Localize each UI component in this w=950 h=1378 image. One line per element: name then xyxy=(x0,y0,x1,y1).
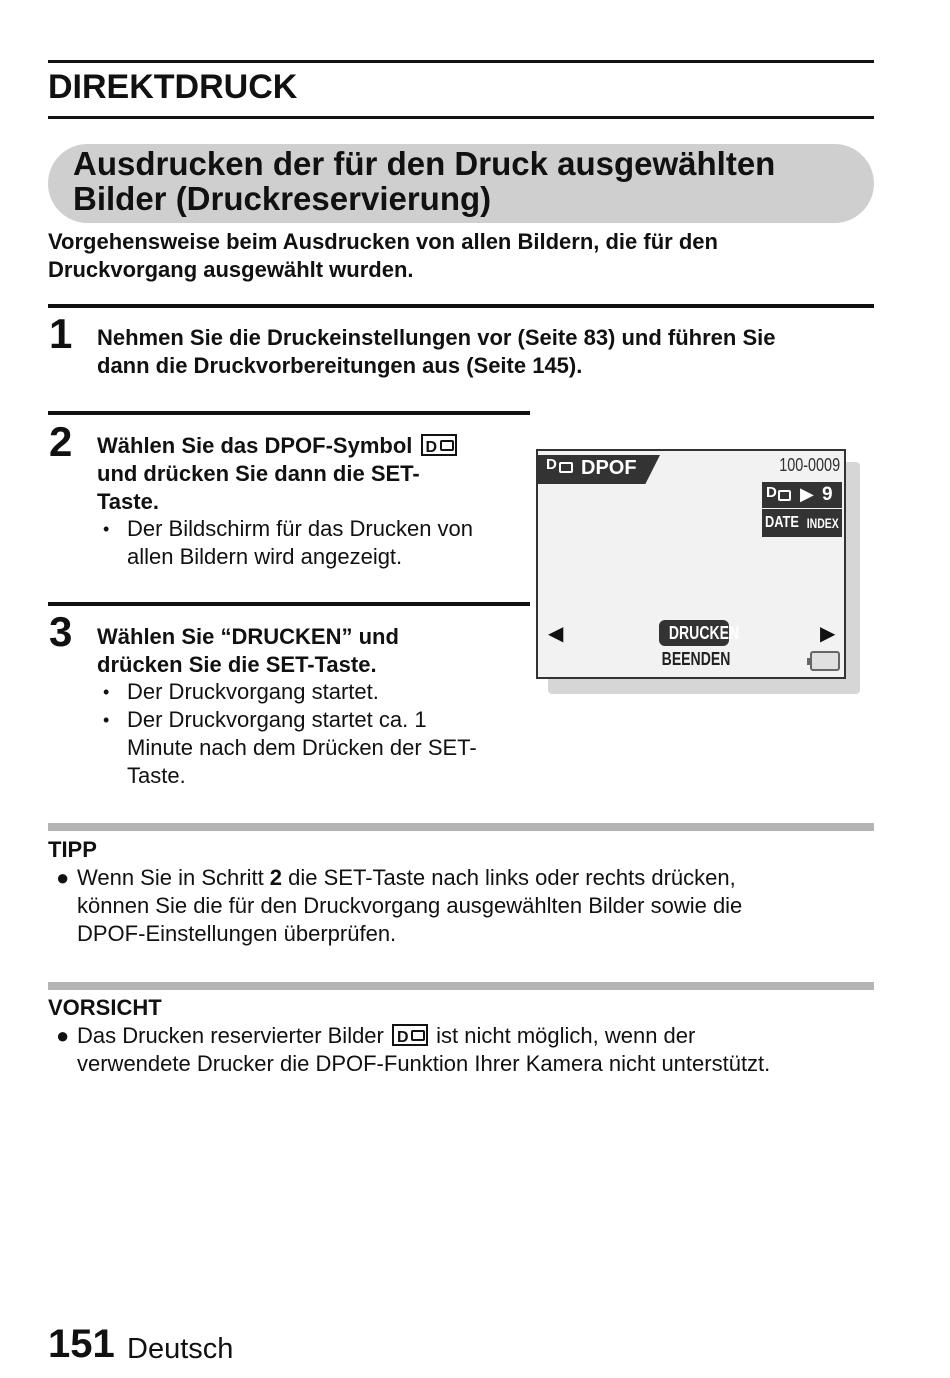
header-bottom-rule xyxy=(48,116,874,119)
date-index-box xyxy=(762,509,842,537)
file-number: 100-0009 xyxy=(779,455,840,475)
print-option: DRUCKEN xyxy=(659,620,729,646)
dpof-count-icon: D xyxy=(766,486,796,504)
footer-language: Deutsch xyxy=(127,1333,234,1365)
battery-icon xyxy=(810,651,840,671)
top-rule xyxy=(48,60,874,63)
list-item: • Der Druckvorgang startet. xyxy=(97,678,527,706)
play-icon: ▶ xyxy=(800,484,814,504)
camera-screen xyxy=(536,449,846,679)
step-3-number: 3 xyxy=(49,608,73,655)
subsection-title: Ausdrucken der für den Druck ausgewählten Bilder (Druckreservierung) xyxy=(73,145,776,217)
dpof-tag-label: DPOF xyxy=(581,457,637,479)
print-count-box xyxy=(762,482,842,508)
exit-option: BEENDEN xyxy=(661,649,731,669)
dpof-print-icon: D xyxy=(546,458,578,476)
bullet-icon: ● xyxy=(56,865,70,890)
tipp-body: ● Wenn Sie in Schritt 2 die SET-Taste nach links oder rechts drücken, können Sie die für den Druckvorgang ausgewählten Bilder sowie die DPOF-Einstellungen überprüfen. xyxy=(56,865,743,946)
tipp-heading: TIPP xyxy=(48,837,97,862)
left-arrow-icon: ◀ xyxy=(548,623,564,645)
bullet-icon: ● xyxy=(56,1023,70,1048)
vorsicht-heading: VORSICHT xyxy=(48,995,162,1020)
step-2-bullets xyxy=(97,515,517,571)
print-count: 9 xyxy=(822,484,833,505)
vorsicht-rule xyxy=(48,982,874,990)
right-arrow-icon: ▶ xyxy=(820,623,836,645)
step-3-rule xyxy=(48,602,530,606)
step-3-text: Wählen Sie “DRUCKEN” und drücken Sie die SET-Taste. xyxy=(97,624,399,677)
dpof-icon: D xyxy=(421,434,457,456)
list-item: • Der Bildschirm für das Drucken von allen Bildern wird angezeigt. xyxy=(97,515,517,571)
step-1-rule xyxy=(48,304,874,308)
step-1-text: Nehmen Sie die Druckeinstellungen vor (Seite 83) und führen Sie dann die Druckvorbereitungen aus (Seite 145). xyxy=(97,325,776,378)
index-label: INDEX xyxy=(806,515,839,531)
intro-text: Vorgehensweise beim Ausdrucken von allen Bildern, die für den Druckvorgang ausgewählt wurden. xyxy=(48,229,718,282)
step-3-bullets xyxy=(97,678,527,790)
vorsicht-body: ● Das Drucken reservierter Bilder D ist nicht möglich, wenn der verwendete Drucker die DPOF-Funktion Ihrer Kamera nicht unterstützt. xyxy=(56,1023,771,1076)
list-item: • Der Druckvorgang startet ca. 1 Minute nach dem Drücken der SET- Taste. xyxy=(97,706,527,790)
tipp-rule xyxy=(48,823,874,831)
step-2-text: Wählen Sie das DPOF-Symbol D und drücken Sie dann die SET- Taste. xyxy=(97,432,517,516)
date-label: DATE xyxy=(765,514,799,531)
section-title: DIREKTDRUCK xyxy=(48,68,298,106)
page-number: 151 xyxy=(48,1322,115,1366)
step-2-number: 2 xyxy=(49,418,73,465)
dpof-icon: D xyxy=(392,1024,428,1046)
step-1-number: 1 xyxy=(49,310,73,357)
step-2-rule xyxy=(48,411,530,415)
